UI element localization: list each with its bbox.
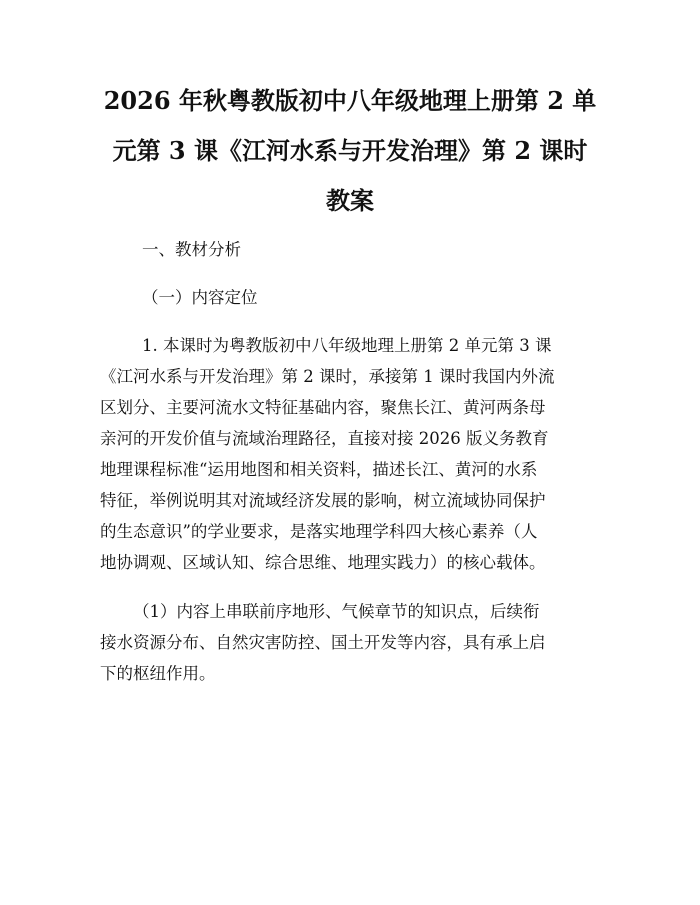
paragraph-1-line-7: 的生态意识”的学业要求，是落实地理学科四大核心素养（人: [100, 522, 538, 541]
paragraph-1-line-3: 区划分、主要河流水文特征基础内容，聚焦长江、黄河两条母: [100, 398, 546, 417]
paragraph-2-line-3: 下的枢纽作用。: [100, 664, 216, 683]
paragraph-1-line-4: 亲河的开发价值与流域治理路径，直接对接 2026 版义务教育: [100, 429, 549, 448]
paragraph-1-line-5: 地理课程标准“运用地图和相关资料，描述长江、黄河的水系: [100, 460, 538, 479]
paragraph-2-line-2: 接水资源分布、自然灾害防控、国土开发等内容，具有承上启: [100, 633, 546, 652]
paragraph-1-line-2: 《江河水系与开发治理》第 2 课时，承接第 1 课时我国内外流: [100, 367, 555, 386]
paragraph-1-line-6: 特征，举例说明其对流域经济发展的影响，树立流域协同保护: [100, 491, 546, 510]
paragraph-1-line-1: 1. 本课时为粤教版初中八年级地理上册第 2 单元第 3 课: [142, 336, 552, 355]
paragraph-1-line-8: 地协调观、区域认知、综合思维、地理实践力）的核心载体。: [100, 553, 546, 572]
subsection-heading: （一）内容定位: [142, 288, 258, 307]
document-title-line-2: 元第 3 课《江河水系与开发治理》第 2 课时: [112, 136, 588, 165]
document-title-line-3: 教案: [326, 186, 374, 215]
document-title-line-1: 2026 年秋粤教版初中八年级地理上册第 2 单: [103, 86, 597, 115]
section-heading: 一、教材分析: [142, 240, 241, 259]
paragraph-2-line-1: （1）内容上串联前序地形、气候章节的知识点，后续衔: [133, 602, 540, 621]
